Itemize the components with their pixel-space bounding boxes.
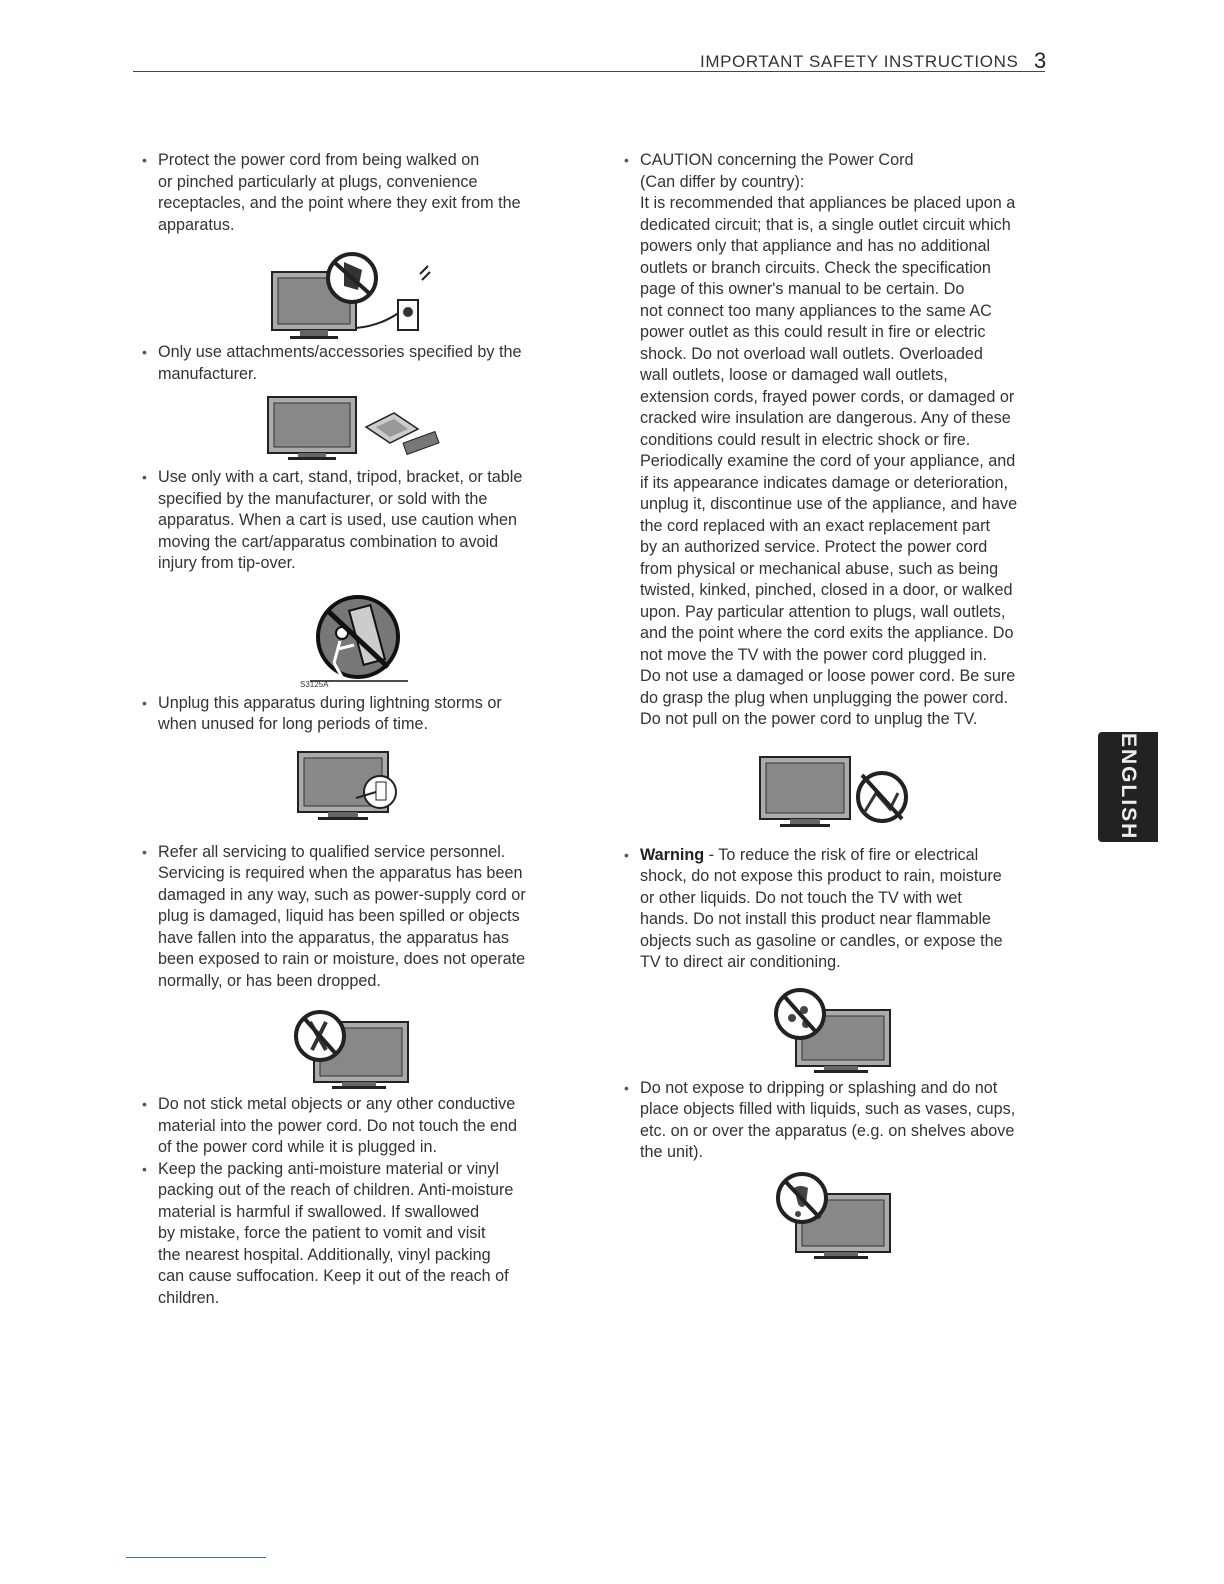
illustration-no-liquids (772, 988, 1062, 1078)
tv-power-cord-moisture-prohibited-icon (758, 753, 928, 845)
bullet-item (140, 342, 580, 385)
warning-label: Warning (640, 845, 705, 864)
bullet-text: - To reduce the risk of fire or electrical shock, do not expose this product to rain, moisture or other liquids. Do not touch the TV with wet hands. Do not install this product near flammable objects such as gasoline or candles, or expose the TV to direct air conditioning. (640, 845, 1003, 971)
bullet-item (140, 842, 580, 993)
bullet-item (140, 467, 580, 575)
illustration-no-self-service (292, 1006, 580, 1094)
tv-no-servicing-icon (292, 1006, 422, 1094)
illustration-accessories (266, 393, 580, 463)
cart-tip-over-prohibited-icon (300, 593, 410, 689)
illustration-power-cord-no-stepping (270, 250, 580, 342)
tv-no-water-prohibited-icon (772, 988, 902, 1078)
bullet-text: • Use only with a cart, stand, tripod, bracket, or table specified by the manufacturer, or sold with the apparatus. When a cart is used, use caution when moving the cart/apparatus combination to avoid injury from tip-over. (158, 468, 523, 572)
bullet-text: • Unplug this apparatus during lightning storms or when unused for long periods of time. (158, 693, 502, 733)
bullet-text: • CAUTION concerning the Power Cord (Can differ by country): It is recommended that appliances be placed upon a dedicated circuit; that is, a single outlet circuit which powers only that appliance and has no additional outlets or branch circuits. Check the specification page of this owner's manual to be certain. Do not connect too many appliances to the same AC power outlet as this could result in fire or electric shock. Do not overload wall outlets. Overloaded wall outlets, loose or damaged wall outlets, extension cords, frayed power cords, or damaged or cracked wire insulation are dangerous. Any of these conditions could result in electric shock or fire. Periodically examine the cord of your appliance, and if its appearance indicates damage or deterioration, unplug it, discontinue use of the appliance, and have the cord replaced with an exact replacement part by an authorized service. Protect the power cord from physical or mechanical abuse, such as being twisted, kinked, pinched, closed in a door, or walked upon. Pay particular attention to plugs, wall outlets, and the point where the cord exits the appliance. Do not move the TV with the power cord plugged in. Do not use a damaged or loose power cord. Be sure do grasp the plug when unplugging the power cord. Do not pull on the power cord to unplug the TV. (640, 151, 1018, 728)
tv-accessories-icon (266, 393, 446, 463)
tv-no-vase-prohibited-icon (772, 1172, 902, 1264)
illustration-unplug (296, 748, 580, 828)
right-column (622, 150, 1062, 1264)
language-tab (1098, 732, 1158, 842)
bullet-item (140, 1094, 580, 1159)
illustration-no-vases (772, 1172, 1062, 1264)
illustration-power-cord-wet (758, 753, 1062, 845)
bullet-item-warning (622, 845, 1062, 974)
language-tab-label: ENGLISH (1117, 733, 1140, 841)
bullet-text: • Keep the packing anti-moisture material or vinyl packing out of the reach of children. Anti-moisture material is harmful if swallowed. If swallowed by mistake, force the patient to vomit and visit the nearest hospital. Additionally, vinyl packing can cause suffocation. Keep it out of the reach of children. (158, 1159, 514, 1307)
bullet-text: • Do not expose to dripping or splashing and do not place objects filled with liquids, such as vases, cups, etc. on or over the apparatus (e.g. on shelves above the unit). (640, 1078, 1016, 1161)
bullet-text: • Protect the power cord from being walked on or pinched particularly at plugs, convenience receptacles, and the point where they exit from the apparatus. (158, 151, 521, 234)
bullet-item (622, 150, 1062, 731)
cart-model-code: S3125A (300, 679, 329, 689)
bullet-item (140, 1159, 580, 1310)
illustration-cart-tip-over (300, 593, 580, 689)
tv-unplug-icon (296, 748, 406, 828)
running-header-title: IMPORTANT SAFETY INSTRUCTIONS (700, 52, 1019, 71)
page-number: 3 (1034, 48, 1047, 73)
bullet-item (622, 1078, 1062, 1164)
header-rule (133, 71, 1045, 72)
left-column (140, 150, 580, 1309)
bullet-text: • Only use attachments/accessories specified by the manufacturer. (158, 343, 522, 383)
tv-power-cord-prohibited-icon (270, 250, 450, 342)
bullet-text: • Do not stick metal objects or any other conductive material into the power cord. Do not touch the end of the power cord while it is plugged in. (158, 1095, 518, 1156)
bullet-item (140, 150, 580, 236)
bullet-text: • Refer all servicing to qualified service personnel. Servicing is required when the apparatus has been damaged in any way, such as power-supply cord or plug is damaged, liquid has been spilled or objects have fallen into the apparatus, the apparatus has been exposed to rain or moisture, does not operate normally, or has been dropped. (158, 842, 526, 990)
bullet-item (140, 693, 580, 736)
footer-rule (126, 1557, 266, 1558)
